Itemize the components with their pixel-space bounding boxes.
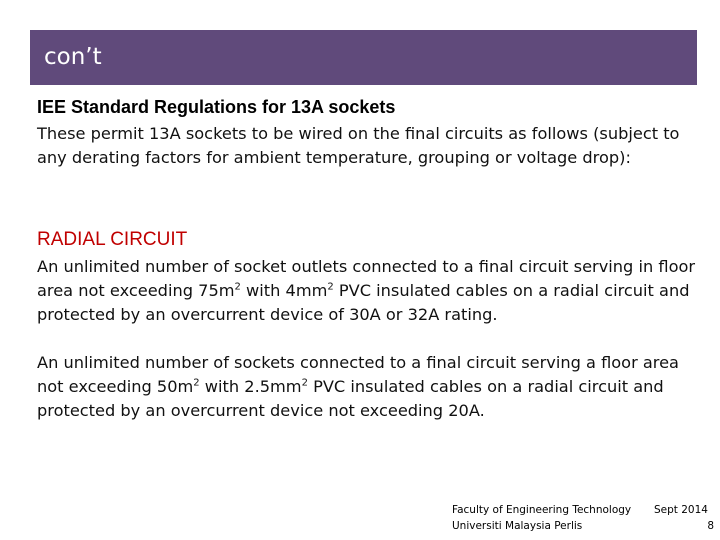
radial-paragraph-1 — [37, 255, 707, 327]
intro-paragraph: These permit 13A sockets to be wired on the final circuits as follows (subject to any derating factors for ambient temperature, grouping or voltage drop): — [37, 124, 680, 167]
radial-2-text-b: with 2.5mm — [199, 377, 302, 396]
radial-2-text-a: An unlimited number of sockets connected to a final circuit serving a floor area not exceeding 50m — [37, 353, 679, 396]
footer-university: Universiti Malaysia Perlis — [452, 520, 583, 532]
footer-date: Sept 2014 — [654, 504, 708, 516]
radial-1-superscript-b: 2 — [327, 281, 334, 293]
footer-faculty: Faculty of Engineering Technology — [452, 504, 632, 516]
slide-title: con’t — [44, 44, 102, 70]
slide-heading: IEE Standard Regulations for 13A sockets — [37, 97, 396, 117]
footer-institution — [452, 502, 631, 534]
radial-2-superscript-a: 2 — [193, 377, 200, 389]
radial-1-superscript-a: 2 — [234, 281, 241, 293]
radial-2-text-c: PVC insulated cables on a radial circuit and protected by an overcurrent device not exceeding 20A. — [37, 377, 664, 420]
radial-paragraph-2 — [37, 351, 707, 423]
radial-1-text-b: with 4mm — [240, 281, 328, 300]
radial-1-text-a: An unlimited number of socket outlets connected to a final circuit serving in floor area not exceeding 75m — [37, 257, 696, 300]
radial-2-superscript-b: 2 — [301, 377, 308, 389]
radial-1-text-c: PVC insulated cables on a radial circuit and protected by an overcurrent device of 30A or 32A rating. — [37, 281, 690, 324]
title-bar — [30, 30, 697, 85]
page-number: 8 — [707, 520, 714, 532]
section-title-radial-circuit: RADIAL CIRCUIT — [37, 229, 188, 250]
footer-meta — [654, 502, 714, 534]
